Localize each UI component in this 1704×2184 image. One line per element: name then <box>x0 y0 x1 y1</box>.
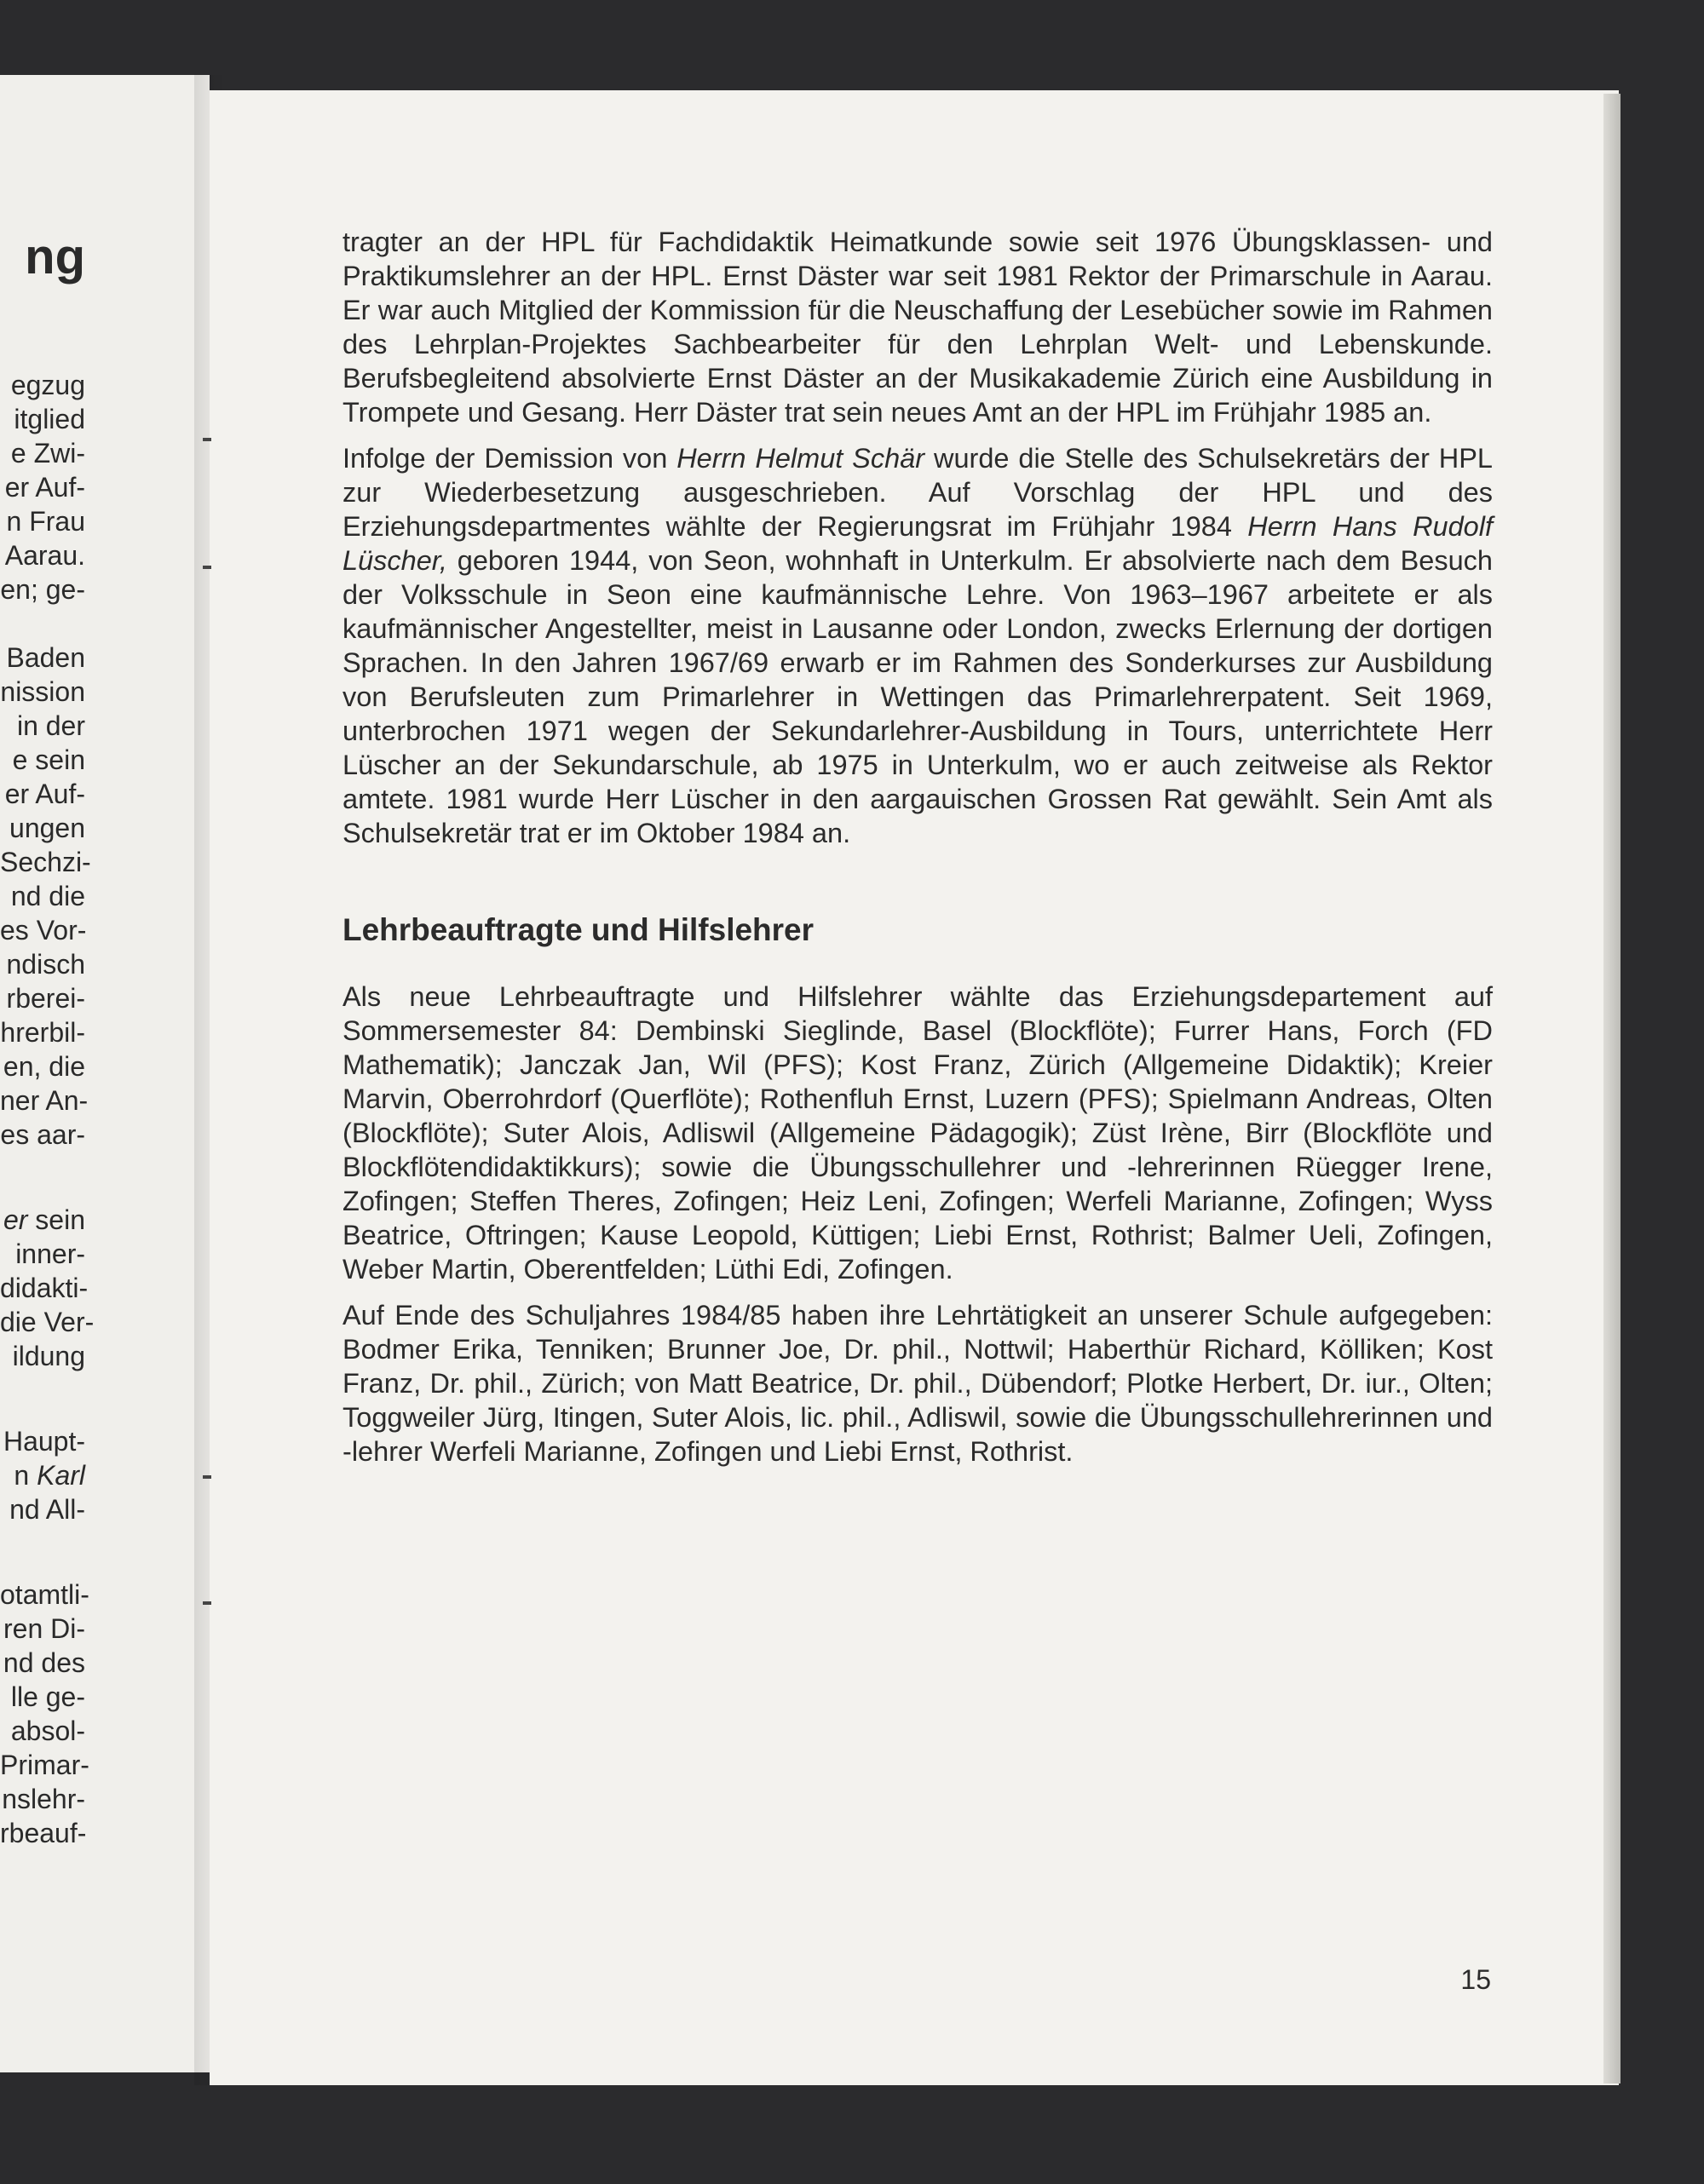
left-page-fragment: rberei- <box>6 983 85 1014</box>
left-page-fragment: lle ge- <box>10 1681 85 1712</box>
left-page-fragment: Haupt- <box>3 1426 85 1457</box>
left-page-fragment: ungen <box>9 813 85 843</box>
person-name-luescher: Herrn Hans Rudolf Lüscher, <box>343 511 1494 576</box>
left-page-heading-fragment: ng <box>25 229 85 284</box>
left-page-fragment: er Auf- <box>4 779 85 809</box>
left-page-fragment: en, die <box>3 1051 85 1082</box>
left-page-fragment: Baden <box>6 642 85 673</box>
left-page-fragment: hrerbil- <box>0 1017 85 1048</box>
left-page-fragment: ndisch <box>6 949 85 980</box>
left-page-fragment: e sein <box>12 744 85 775</box>
left-page-fragment: in der <box>16 710 85 741</box>
left-page-fragment: e Zwi- <box>10 438 85 468</box>
margin-mark <box>203 1601 211 1605</box>
left-page-fragment: nission <box>0 676 85 707</box>
margin-mark <box>203 566 211 569</box>
left-page-fragment: nd die <box>10 881 85 911</box>
left-page <box>0 75 210 2072</box>
paragraph-departed-teachers: Auf Ende des Schuljahres 1984/85 haben ihre Lehrtätigkeit an unserer Schule aufgegeben: Bodmer Erika, Tenniken; Brunner Joe, Dr. phil., Nottwil; Haberthür Richard, Kölliken; Kost Franz, Dr. phil., Zürich; von Matt Beatrice, Dr. phil., Dübendorf; Plotke Herbert, Dr. iur., Olten; Toggweiler Jürg, Itingen, Suter Alois, lic. phil., Adliswil, sowie die Übungsschullehrerinnen und -lehrer Werfeli Marianne, Zofingen und Liebi Ernst, Rothrist. <box>343 1300 1493 1467</box>
left-page-fragment: en; ge- <box>0 574 85 605</box>
section-heading: Lehrbeauftragte und Hilfslehrer <box>343 912 815 947</box>
left-page-fragment: es Vor- <box>0 915 87 945</box>
page-edge <box>1603 94 1621 2083</box>
person-name-schaer: Herrn Helmut Schär <box>676 443 925 474</box>
left-page-fragment: er Auf- <box>4 472 85 503</box>
left-page-fragment: nd des <box>3 1647 85 1678</box>
left-page-fragment: otamtli- <box>0 1579 89 1610</box>
left-page-fragment: n Karl <box>14 1460 85 1491</box>
left-page-fragment: Aarau. <box>4 540 85 571</box>
left-page-fragment: es aar- <box>0 1119 85 1150</box>
margin-mark <box>203 438 211 441</box>
left-page-fragment: nd All- <box>9 1494 85 1525</box>
left-page-fragment: ner An- <box>0 1085 89 1116</box>
left-page-fragment: Primar- <box>0 1750 89 1780</box>
page-content <box>343 225 1493 1480</box>
left-page-fragment: egzug <box>10 370 85 400</box>
left-page-fragment: inner- <box>15 1239 85 1269</box>
left-page-fragment: rbeauf- <box>0 1818 87 1848</box>
left-page-fragment: Sechzi- <box>0 847 91 877</box>
page-number: 15 <box>1460 1964 1491 1995</box>
left-page-fragment: nslehr- <box>2 1784 85 1814</box>
left-page-fragment: absol- <box>10 1716 85 1746</box>
left-page-fragment: n Frau <box>6 506 85 537</box>
left-page-fragment: ildung <box>12 1341 85 1371</box>
left-page-fragment: itglied <box>14 404 85 434</box>
left-page-fragment: didakti- <box>0 1273 89 1303</box>
left-page-fragment: die Ver- <box>0 1307 95 1337</box>
paragraph-daester: tragter an der HPL für Fachdidaktik Heimatkunde sowie seit 1976 Übungsklassen- und Praktikumslehrer an der HPL. Ernst Däster war seit 1981 Rektor der Primarschule in Aarau. Er war auch Mitglied der Kommission für die Neuschaffung der Lesebücher sowie im Rahmen des Lehrplan-Projektes Sachbearbeiter für den Lehrplan Welt- und Lebenskunde. Berufsbegleitend absolvierte Ernst Däster an der Musikakademie Zürich eine Ausbildung in Trompete und Gesang. Herr Däster trat sein neues Amt an der HPL im Frühjahr 1985 an. <box>343 227 1493 428</box>
paragraph-luescher: Infolge der Demission von Herrn Helmut Schär wurde die Stelle des Schulsekretärs der HPL zur Wiederbesetzung ausgeschrieben. Auf Vorschlag der HPL und des Erziehungsdepartmentes wählte der Regierungsrat im Frühjahr 1984 Herrn Hans Rudolf Lüscher, geboren 1944, von Seon, wohnhaft in Unterkulm. Er absolvierte nach dem Besuch der Volksschule in Seon eine kaufmännische Lehre. Von 1963–1967 arbeitete er als kaufmännischer Angestellter, meist in Lausanne oder London, zwecks Erlernung der dortigen Sprachen. In den Jahren 1967/69 erwarb er im Rahmen des Sonderkurses zur Ausbildung von Berufsleuten zum Primarlehrer in Wettingen das Primarlehrerpatent. Seit 1969, unterbrochen 1971 wegen der Sekundarlehrer-Ausbildung in Tours, unterrichtete Herr Lüscher an der Sekundarschule, ab 1975 in Unterkulm, wo er auch zeitweise als Rektor amtete. 1981 wurde Herr Lüscher in den aargauischen Grossen Rat gewählt. Sein Amt als Schulsekretär trat er im Oktober 1984 an. <box>343 443 1494 848</box>
margin-mark <box>203 1475 211 1479</box>
paragraph-new-teachers: Als neue Lehrbeauftragte und Hilfslehrer wählte das Erziehungsdepartement auf Sommersemester 84: Dembinski Sieglinde, Basel (Blockflöte); Furrer Hans, Forch (FD Mathematik); Janczak Jan, Wil (PFS); Kost Franz, Zürich (Allgemeine Didaktik); Kreier Marvin, Oberrohrdorf (Querflöte); Rothenfluh Ernst, Luzern (PFS); Spielmann Andreas, Olten (Blockflöte); Suter Alois, Adliswil (Allgemeine Pädagogik); Züst Irène, Birr (Blockflöte und Blockflötendidaktikkurs); sowie die Übungsschullehrer und -lehrerinnen Rüegger Irene, Zofingen; Steffen Theres, Zofingen; Heiz Leni, Zofingen; Werfeli Marianne, Zofingen; Wyss Beatrice, Oftringen; Kause Leopold, Küttigen; Liebi Ernst, Rothrist; Balmer Ueli, Zofingen, Weber Martin, Oberentfelden; Lüthi Edi, Zofingen. <box>343 981 1493 1285</box>
left-page-fragment: ren Di- <box>3 1613 85 1644</box>
left-page-fragment: er sein <box>3 1204 85 1235</box>
